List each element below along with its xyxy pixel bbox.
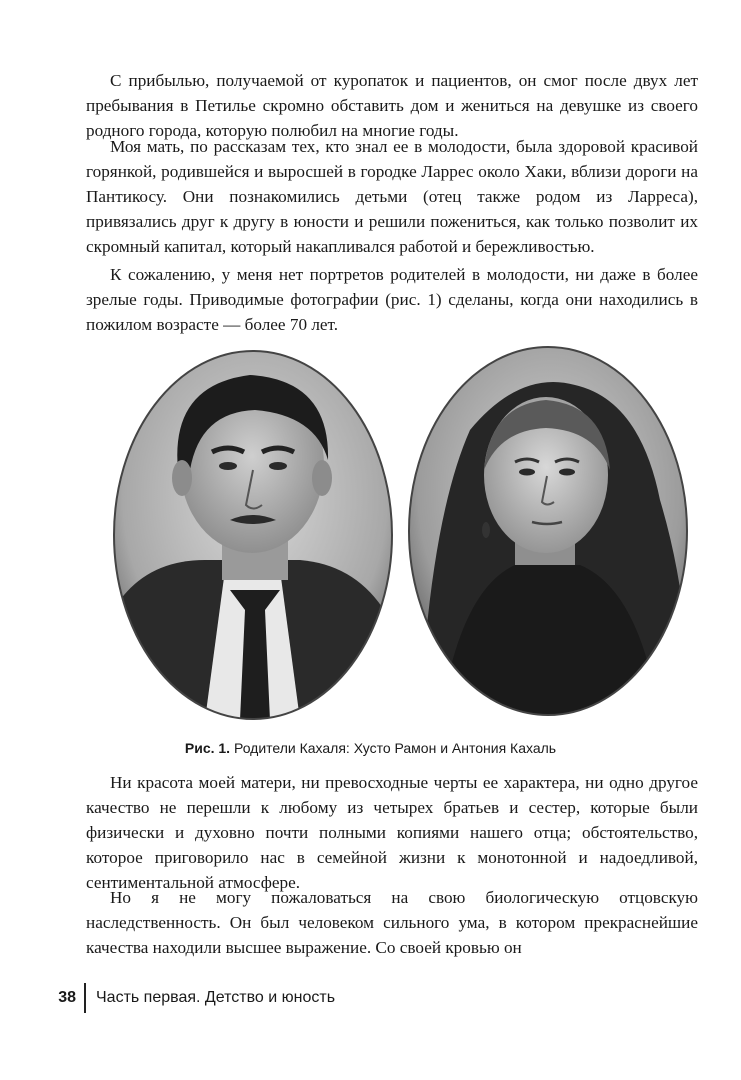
portrait-mother (405, 340, 695, 720)
page-number: 38 (58, 989, 76, 1006)
figure-label: Рис. 1. (184, 740, 231, 756)
paragraph-3: К сожалению, у меня нет портретов родителей в молодости, ни даже в более зрелые годы. Приводимые фотографии (рис. 1) сделаны, когда они находились в пожилом возрасте — более 70 лет. (86, 265, 698, 334)
page-footer (36, 980, 335, 1016)
figure-caption-text: Родители Кахаля: Хусто Рамон и Антония Кахаль (233, 740, 557, 756)
portrait-father (110, 345, 400, 725)
paragraph-2: Моя мать, по рассказам тех, кто знал ее в молодости, была здоровой красивой горянкой, родившейся и выросшей в городке Ларрес около Хаки, вблизи дороги на Пантикосу. Они познакомились детьми (отец также родом из Ларреса), привязались друг к другу в юности и решили пожениться, как только позволит их скромный капитал, который накапливался работой и бережливостью. (86, 137, 698, 256)
section-title: Часть первая. Детство и юность (96, 989, 336, 1006)
paragraph-1: С прибылью, получаемой от куропаток и пациентов, он смог после двух лет пребывания в Петилье скромно обставить дом и жениться на девушке из своего родного города, которую полюбил на многие годы. (86, 71, 698, 140)
figure-caption (0, 740, 741, 756)
footer-divider (84, 983, 86, 1013)
paragraph-4: Ни красота моей матери, ни превосходные черты ее характера, ни одно другое качество не перешли к любому из четырех братьев и сестер, которые были физически и духовно почти полными копиями нашего отца; обстоятельство, которое приговорило нас в семейной жизни к монотонной и надоедливой, сентиментальной атмосфере. (86, 773, 698, 892)
paragraph-5: Но я не могу пожаловаться на свою биологическую отцовскую наследственность. Он был человеком сильного ума, в котором прекраснейшие качества находили высшее выражение. Со своей кровью он (86, 888, 698, 957)
